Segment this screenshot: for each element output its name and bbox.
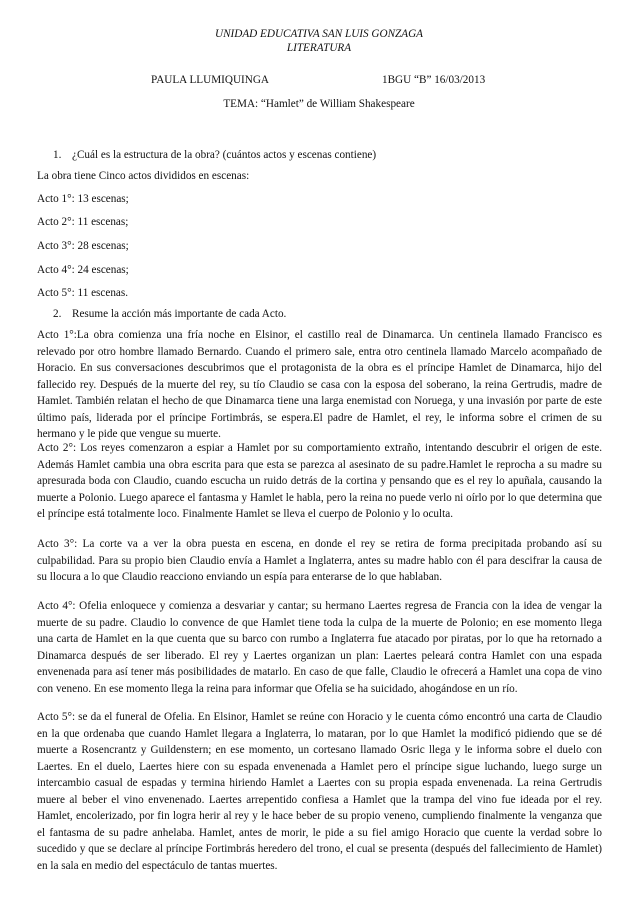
school-name: UNIDAD EDUCATIVA SAN LUIS GONZAGA <box>215 28 423 40</box>
question-number: 2. <box>53 308 62 320</box>
act-1-summary: Acto 1°:La obra comienza una fría noche en Elsinor, el castillo real de Dinamarca. Un centinela llamado Francisco es relevado por otro hombre llamado Bernardo. Cuando el primero sale, entra otro centinela llamado Marcelo acompañado de Horacio. En sus conversaciones descubrimos que el protagonista de la obra es el príncipe Hamlet de Dinamarca, hijo del fallecido rey. Después de la muerte del rey, su tío Claudio se casa con la esposa del soberano, la reina Gertrudis, madre de Hamlet. También relatan el hecho de que Dinamarca tiene una larga enemistad con Noruega, y una invasión por parte de este último país, liderada por el príncipe Fortimbrás, se espera.El padre de Hamlet, el rey, le informa sobre el crimen de su hermano y le pide que vengue su muerte. <box>37 329 602 440</box>
topic-title: TEMA: “Hamlet” de William Shakespeare <box>223 98 415 110</box>
subject-name: LITERATURA <box>286 42 352 54</box>
question-1 <box>53 149 376 161</box>
course-date: 1BGU “B” 16/03/2013 <box>382 74 486 86</box>
structure-intro: La obra tiene Cinco actos divididos en escenas: <box>37 170 250 182</box>
question-text: ¿Cuál es la estructura de la obra? (cuántos actos y escenas contiene) <box>72 149 377 161</box>
question-text: Resume la acción más importante de cada Acto. <box>72 308 287 320</box>
act-5-summary: Acto 5°: se da el funeral de Ofelia. En Elsinor, Hamlet se reúne con Horacio y le cuenta cómo encontró una carta de Claudio en la que ordenaba que cuando Hamlet llegara a Inglaterra, lo mataran, por lo que Hamlet la modificó pidiendo que se dé muerte a Rosencrantz y Guildenstern; en ese momento, un cortesano llamado Osric llega y le informa sobre el duelo con Laertes. En el duelo, Laertes hiere con su espada envenenada a Hamlet pero el príncipe sigue luchando, luego surge un intercambio casual de espadas y termina hiriendo Hamlet a Laertes con su propia espada envenenada. La reina Gertrudis muere al beber el vino envenenado. Laertes arrepentido confiesa a Hamlet que la trampa del vino fue ideada por el rey. Hamlet, encolerizado, por fin logra herir al rey y le hace beber de su propio veneno, cumpliendo finalmente la venganza que el fantasma de su padre anhelaba. Hamlet, antes de morir, le pide a su fiel amigo Horacio que cuente la verdad sobre lo sucedido y que se declare al príncipe Fortimbrás heredero del trono, el cual se presenta (después del fallecimiento de Hamlet) en la sala en medio del espectáculo de tantas muertes. <box>37 711 602 872</box>
question-2 <box>53 308 286 320</box>
act-4-scenes: Acto 4°: 24 escenas; <box>37 264 129 276</box>
act-4-summary: Acto 4°: Ofelia enloquece y comienza a desvariar y cantar; su hermano Laertes regresa de Francia con la idea de vengar la muerte de su padre. Claudio lo convence de que Hamlet tiene toda la culpa de la muerte de Polonio; en ese momento llega una carta de Hamlet en la que cuenta que su barco con rumbo a Inglaterra fue atacado por piratas, por lo que ha retornado a Dinamarca después de ser liberado. El rey y Laertes organizan un plan: Laertes peleará contra Hamlet con una espada envenenada para así tener más posibilidades de matarlo. En caso de que falle, Claudio le ofrecerá a Hamlet una copa de vino con veneno. En ese momento llega la reina para informar que Ofelia se ha suicidado, ahogándose en un río. <box>37 600 602 695</box>
act-2-summary: Acto 2°: Los reyes comenzaron a espiar a Hamlet por su comportamiento extraño, intentando descubrir el origen de este. Además Hamlet cambia una obra escrita para que esta se parezca al asesinato de su padre.Hamlet le reprocha a su madre su apresurada boda con Claudio, cuando escucha un ruido detrás de la cortina y pensando que es el rey lo apuñala, causando la muerte a Polonio. Luego aparece el fantasma y Hamlet le habla, pero la reina no puede verlo ni oírlo por lo que determina que el príncipe está totalmente loco. Finalmente Hamlet se lleva el cuerpo de Polonio y lo oculta. <box>37 442 602 520</box>
student-name: PAULA LLUMIQUINGA <box>151 74 269 86</box>
act-5-scenes: Acto 5°: 11 escenas. <box>37 287 129 299</box>
act-3-scenes: Acto 3°: 28 escenas; <box>37 240 129 252</box>
question-number: 1. <box>53 149 62 161</box>
act-3-summary: Acto 3°: La corte va a ver la obra puesta en escena, en donde el rey se retira de forma precipitada probando así su culpabilidad. Para su propio bien Claudio envía a Hamlet a Inglaterra, antes su madre hablo con él para descifrar la causa de su llocura a lo que Claudio reacciono enviando un espía para enterarse de lo que hablaban. <box>37 538 602 583</box>
act-1-scenes: Acto 1°: 13 escenas; <box>37 193 129 205</box>
act-2-scenes: Acto 2°: 11 escenas; <box>37 216 129 228</box>
